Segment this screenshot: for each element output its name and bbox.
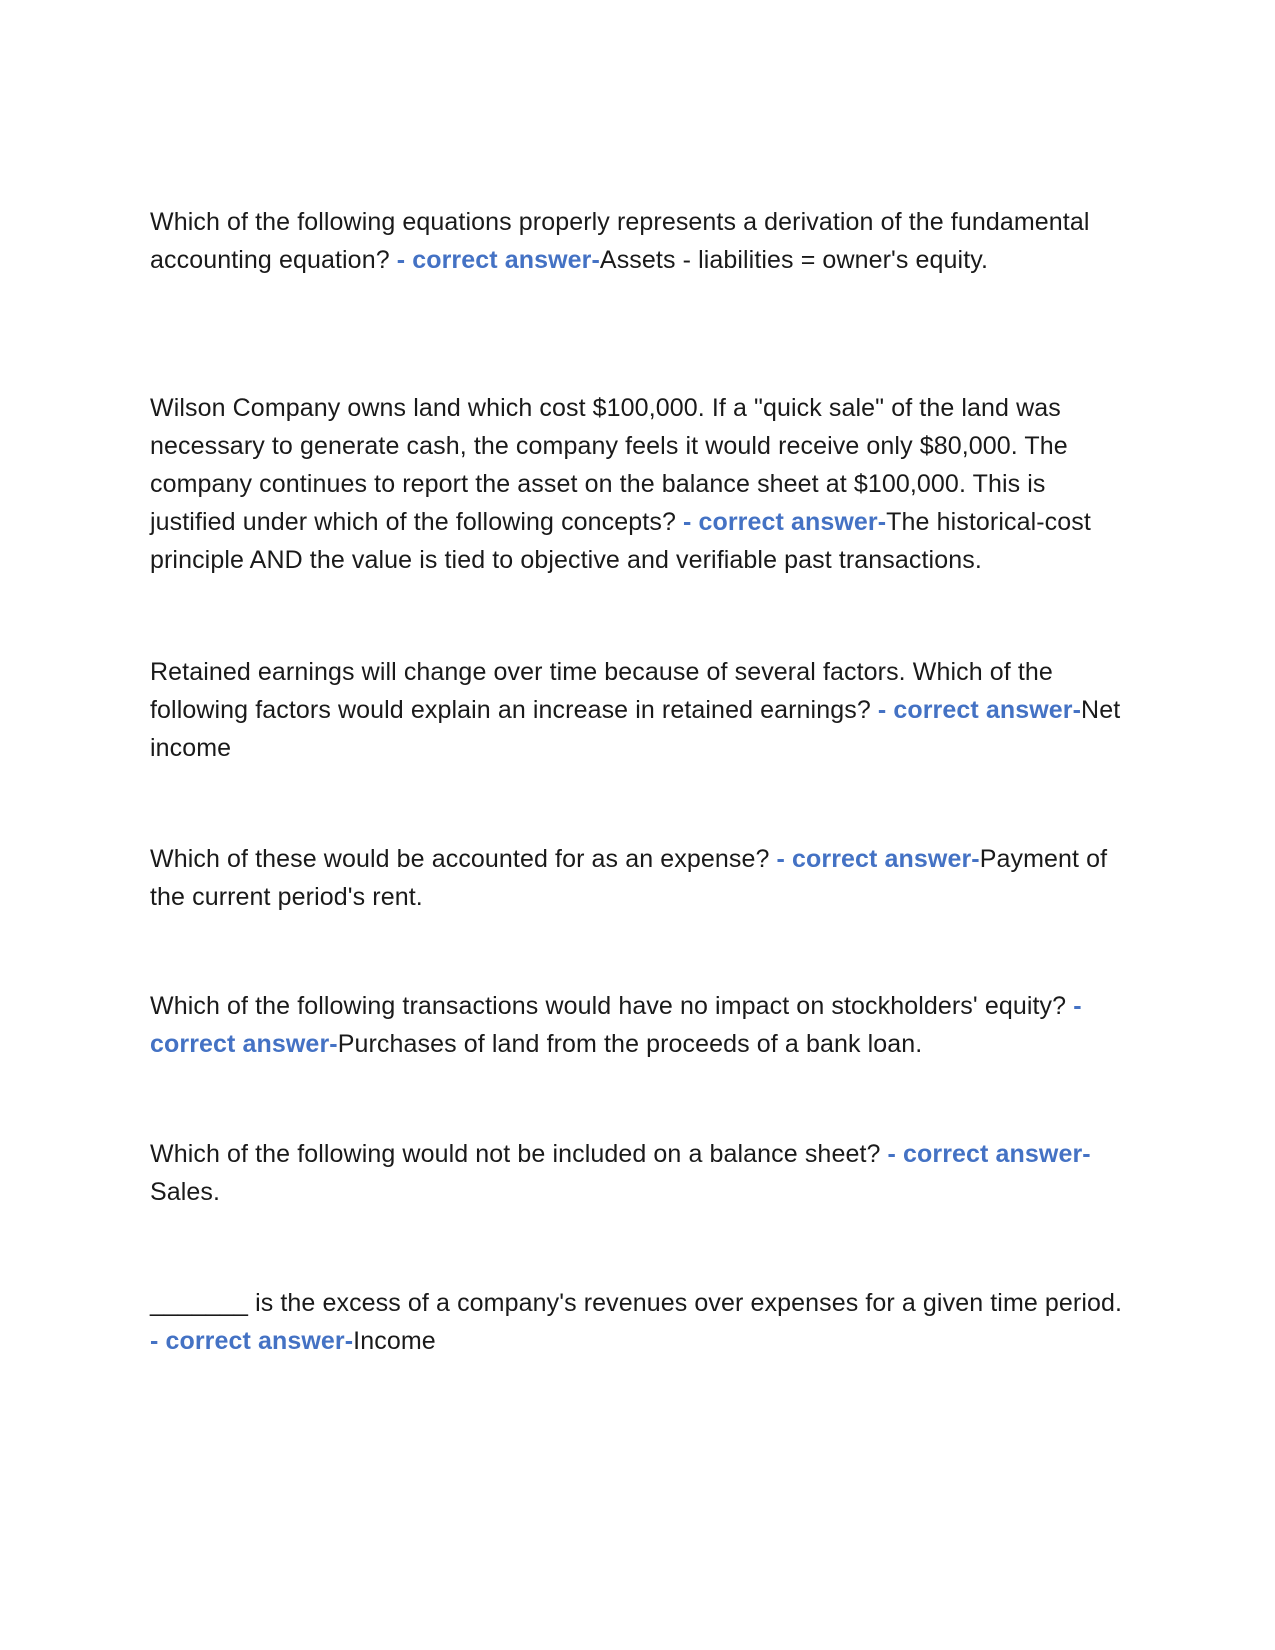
answer-text: Purchases of land from the proceeds of a bank loan. <box>337 1030 923 1058</box>
correct-answer-label: - correct answer- <box>887 1140 1091 1168</box>
answer-text: Income <box>353 1327 436 1355</box>
qa-item <box>150 840 1125 916</box>
qa-item <box>150 1135 1125 1211</box>
correct-answer-label: - correct answer- <box>396 246 600 274</box>
qa-item <box>150 203 1125 279</box>
answer-text: Net income <box>150 696 1121 762</box>
correct-answer-label: - correct answer- <box>683 508 887 536</box>
question-text: Which of the following equations properly represents a derivation of the fundamental accounting equation? <box>150 208 1090 274</box>
qa-item <box>150 1284 1125 1360</box>
correct-answer-label: - correct answer- <box>150 1327 354 1355</box>
answer-text: Sales. <box>150 1178 221 1206</box>
qa-item <box>150 653 1125 767</box>
answer-text: Assets - liabilities = owner's equity. <box>599 246 989 274</box>
correct-answer-label: - correct answer- <box>877 696 1082 724</box>
correct-answer-label: - correct answer- <box>776 845 980 873</box>
correct-answer-label: - correct answer- <box>150 992 1082 1058</box>
question-text: Which of the following transactions would have no impact on stockholders' equity? <box>150 992 1074 1020</box>
answer-text: Payment of the current period's rent. <box>150 845 1108 911</box>
question-text: Which of the following would not be included on a balance sheet? <box>150 1140 888 1168</box>
question-text: Wilson Company owns land which cost $100,000. If a "quick sale" of the land was necessary to generate cash, the company feels it would receive only $80,000. The company continues to report the asset on the balance sheet at $100,000. This is justified under which of the following concepts? <box>150 394 1068 536</box>
question-text: _______ is the excess of a company's revenues over expenses for a given time period. <box>150 1289 1123 1317</box>
qa-item <box>150 389 1125 579</box>
answer-text: The historical-cost principle AND the value is tied to objective and verifiable past transactions. <box>150 508 1091 574</box>
question-text: Which of these would be accounted for as an expense? <box>150 845 777 873</box>
qa-item <box>150 987 1125 1063</box>
question-text: Retained earnings will change over time because of several factors. Which of the following factors would explain an increase in retained earnings? <box>150 658 1053 724</box>
